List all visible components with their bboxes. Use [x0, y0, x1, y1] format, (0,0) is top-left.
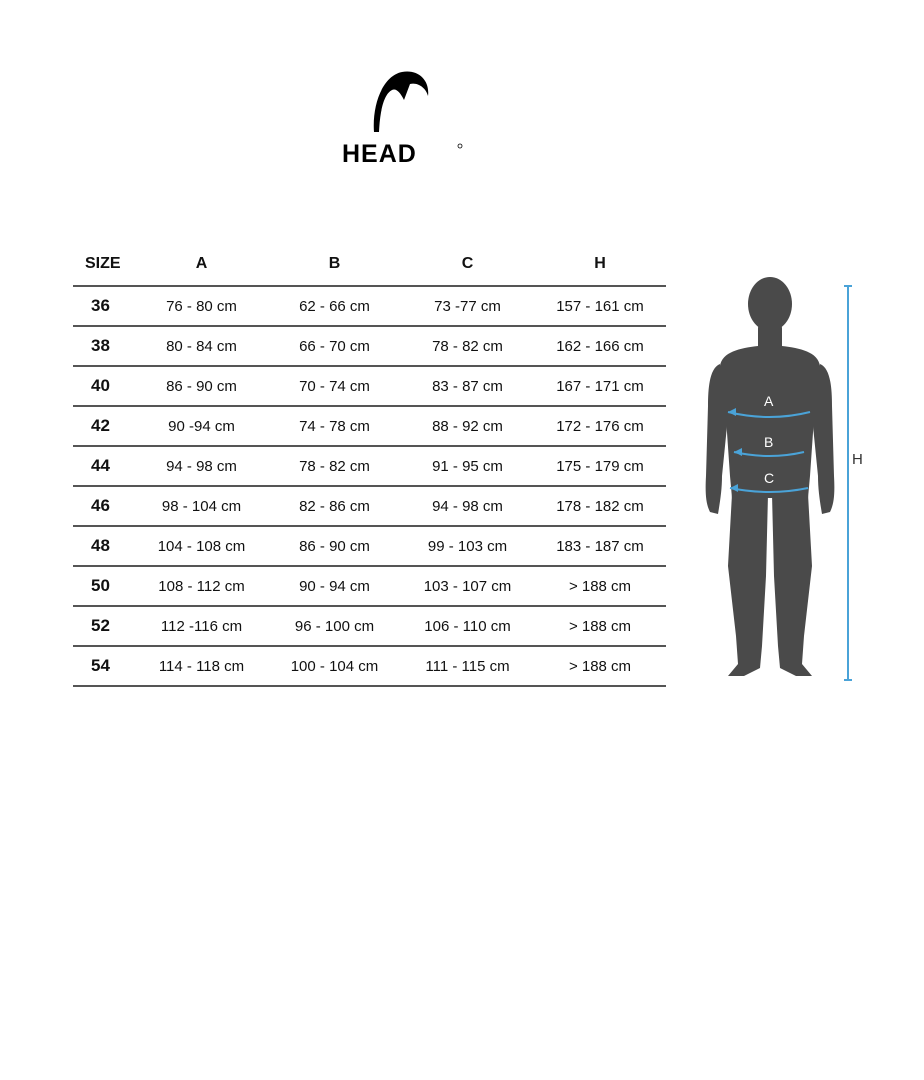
head-logo	[338, 66, 464, 168]
b-cell: 96 - 100 cm	[268, 606, 401, 646]
head-logo-icon	[338, 66, 464, 168]
a-cell: 90 -94 cm	[135, 406, 268, 446]
h-cell: 172 - 176 cm	[534, 406, 666, 446]
b-cell: 90 - 94 cm	[268, 566, 401, 606]
h-cell: 157 - 161 cm	[534, 286, 666, 326]
h-cell: 183 - 187 cm	[534, 526, 666, 566]
size-cell: 38	[73, 326, 135, 366]
h-cell: 167 - 171 cm	[534, 366, 666, 406]
table-row	[73, 286, 666, 326]
h-cell: 175 - 179 cm	[534, 446, 666, 486]
c-cell: 91 - 95 cm	[401, 446, 534, 486]
a-cell: 76 - 80 cm	[135, 286, 268, 326]
size-chart-table	[73, 243, 666, 687]
table-row	[73, 566, 666, 606]
size-cell: 54	[73, 646, 135, 686]
table-row	[73, 486, 666, 526]
a-cell: 112 -116 cm	[135, 606, 268, 646]
a-cell: 86 - 90 cm	[135, 366, 268, 406]
b-cell: 86 - 90 cm	[268, 526, 401, 566]
table-row	[73, 446, 666, 486]
b-cell: 82 - 86 cm	[268, 486, 401, 526]
c-cell: 73 -77 cm	[401, 286, 534, 326]
size-cell: 50	[73, 566, 135, 606]
h-cell: > 188 cm	[534, 646, 666, 686]
label-c: C	[764, 470, 775, 486]
header-c: C	[401, 243, 534, 286]
size-cell: 36	[73, 286, 135, 326]
h-cell: > 188 cm	[534, 566, 666, 606]
size-cell: 42	[73, 406, 135, 446]
table-row	[73, 366, 666, 406]
table-row	[73, 526, 666, 566]
size-cell: 48	[73, 526, 135, 566]
a-cell: 114 - 118 cm	[135, 646, 268, 686]
a-cell: 94 - 98 cm	[135, 446, 268, 486]
size-cell: 44	[73, 446, 135, 486]
a-cell: 108 - 112 cm	[135, 566, 268, 606]
header-b: B	[268, 243, 401, 286]
a-cell: 98 - 104 cm	[135, 486, 268, 526]
h-cell: > 188 cm	[534, 606, 666, 646]
size-cell: 40	[73, 366, 135, 406]
b-cell: 100 - 104 cm	[268, 646, 401, 686]
size-cell: 52	[73, 606, 135, 646]
c-cell: 78 - 82 cm	[401, 326, 534, 366]
label-h: H	[852, 451, 863, 468]
a-cell: 80 - 84 cm	[135, 326, 268, 366]
label-b: B	[764, 434, 774, 450]
table-row	[73, 646, 666, 686]
table-header-row	[73, 243, 666, 286]
b-cell: 74 - 78 cm	[268, 406, 401, 446]
c-cell: 88 - 92 cm	[401, 406, 534, 446]
a-cell: 104 - 108 cm	[135, 526, 268, 566]
body-measurement-figure	[700, 276, 880, 686]
h-cell: 162 - 166 cm	[534, 326, 666, 366]
c-cell: 83 - 87 cm	[401, 366, 534, 406]
header-size: SIZE	[73, 243, 135, 286]
table-row	[73, 406, 666, 446]
c-cell: 99 - 103 cm	[401, 526, 534, 566]
header-a: A	[135, 243, 268, 286]
c-cell: 94 - 98 cm	[401, 486, 534, 526]
svg-text:HEAD: HEAD	[342, 140, 417, 168]
table-row	[73, 606, 666, 646]
c-cell: 106 - 110 cm	[401, 606, 534, 646]
label-a: A	[764, 393, 774, 409]
b-cell: 70 - 74 cm	[268, 366, 401, 406]
body-silhouette-icon	[700, 276, 880, 686]
c-cell: 103 - 107 cm	[401, 566, 534, 606]
size-cell: 46	[73, 486, 135, 526]
b-cell: 66 - 70 cm	[268, 326, 401, 366]
h-cell: 178 - 182 cm	[534, 486, 666, 526]
b-cell: 78 - 82 cm	[268, 446, 401, 486]
header-h: H	[534, 243, 666, 286]
b-cell: 62 - 66 cm	[268, 286, 401, 326]
c-cell: 111 - 115 cm	[401, 646, 534, 686]
table-row	[73, 326, 666, 366]
